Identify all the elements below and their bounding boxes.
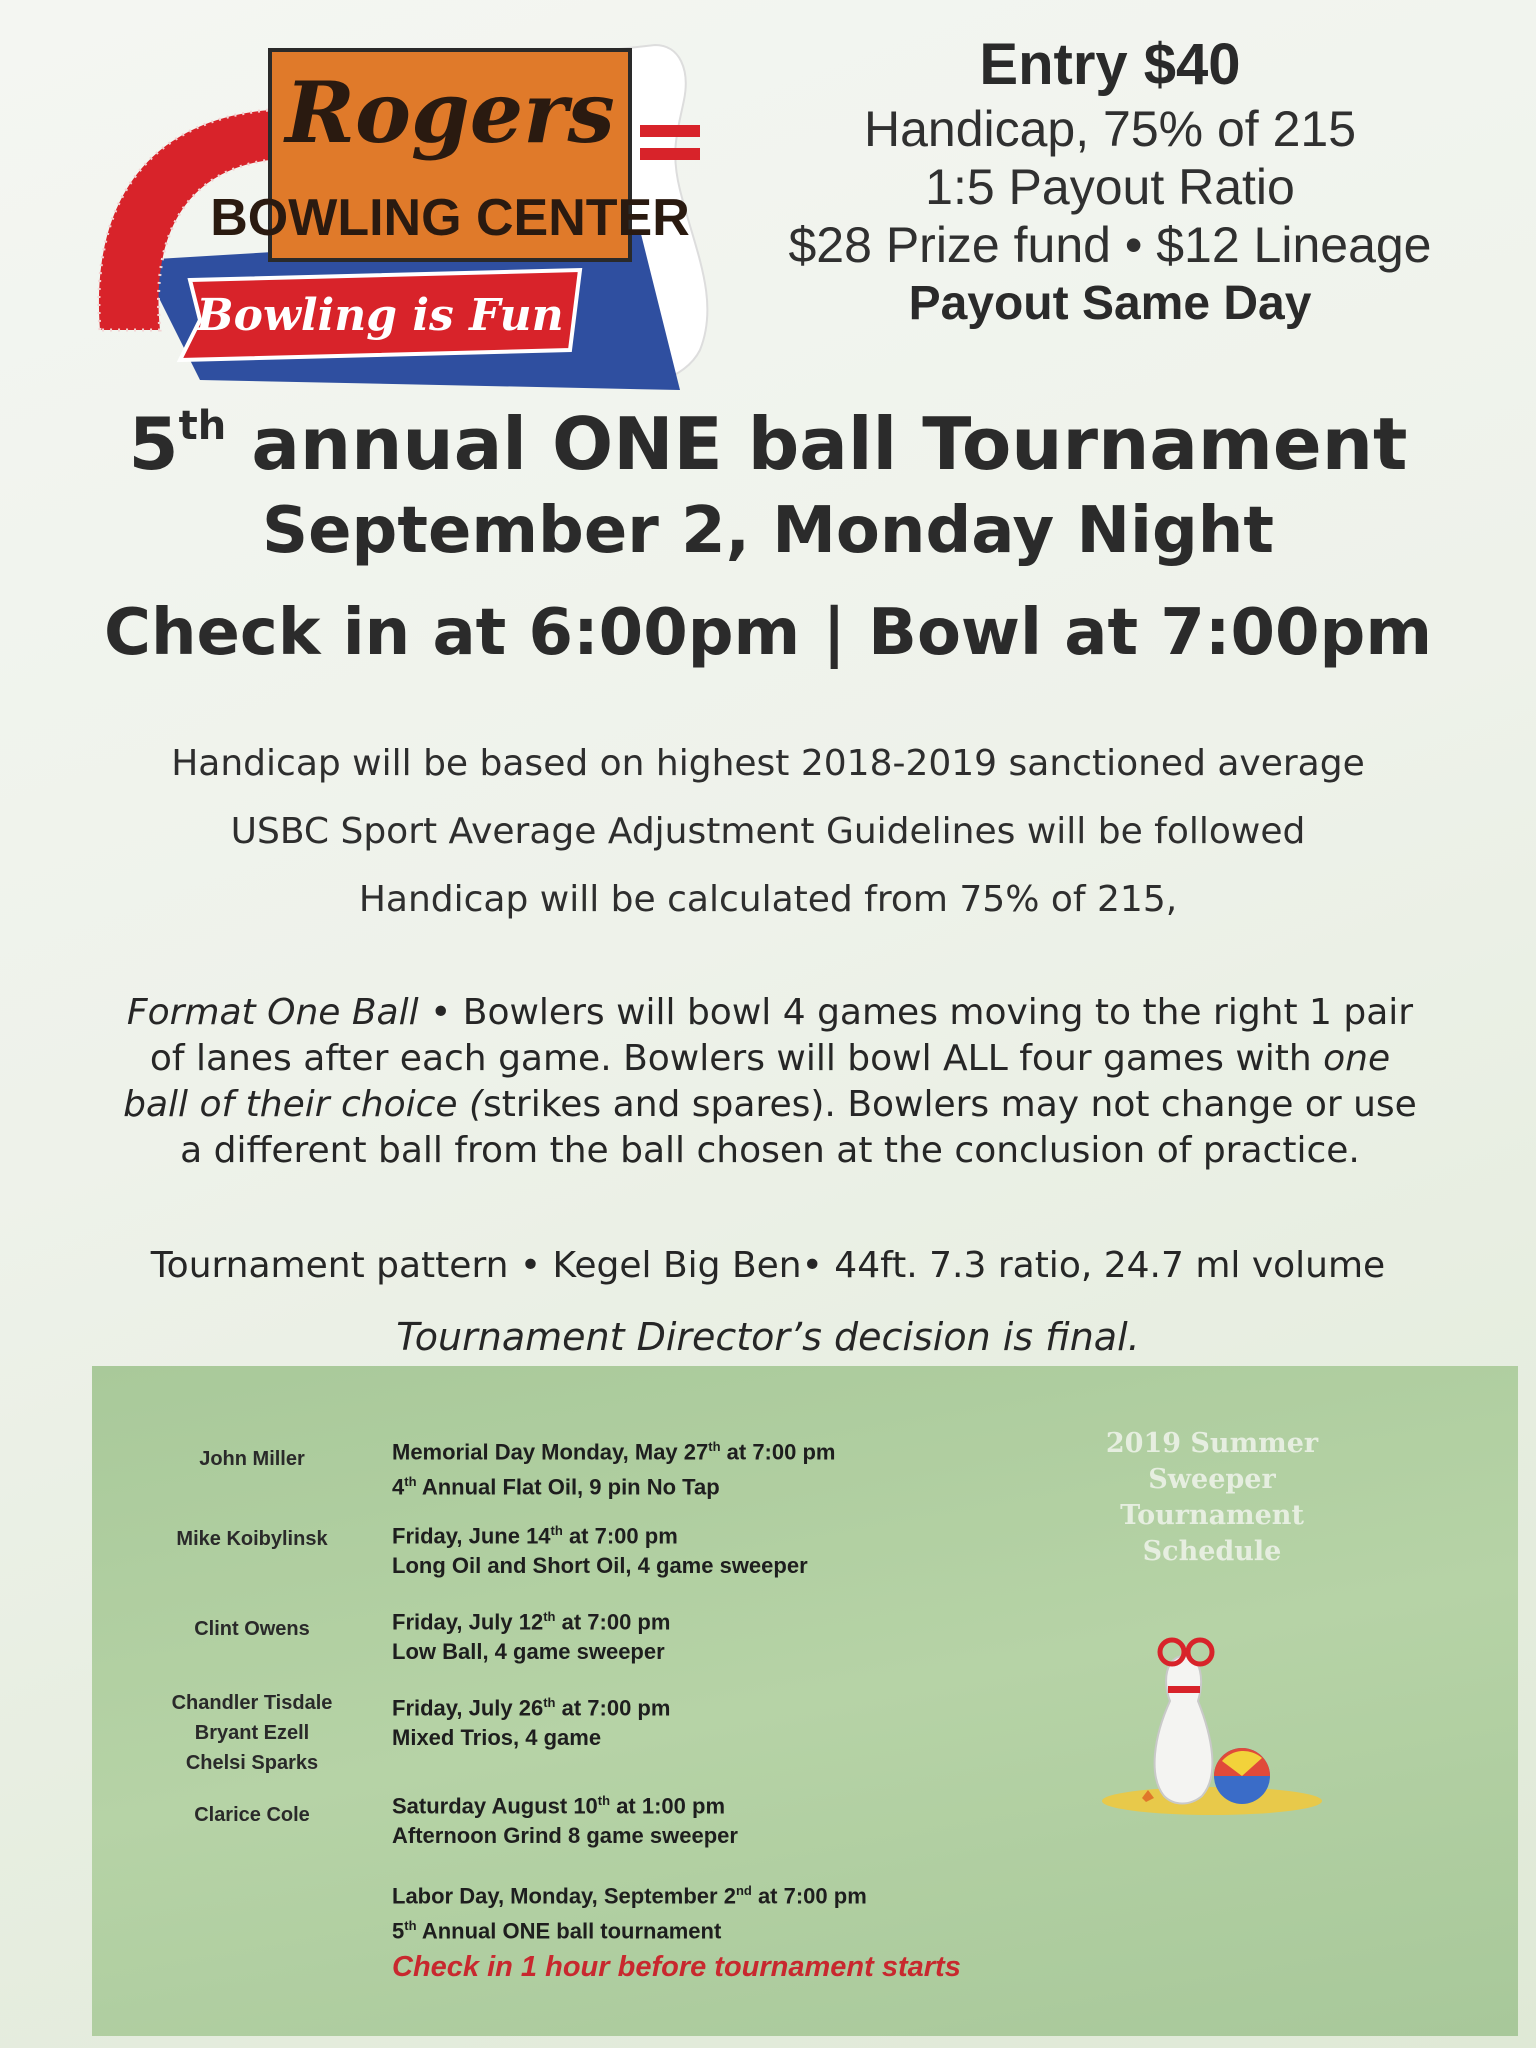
event-name: 4 <box>392 1474 405 1500</box>
event-details: Saturday August 10th at 1:00 pm Afternoon Grind 8 game sweeper <box>392 1793 738 1849</box>
entry-prize-fund: $28 Prize fund • $12 Lineage <box>788 217 1432 273</box>
title-rest: annual ONE ball Tournament <box>251 402 1408 486</box>
event-date: Friday, July 12 <box>392 1609 544 1635</box>
title-ordinal: 5 <box>128 402 179 486</box>
logo-tagline: Bowling is Fun <box>196 290 564 341</box>
event-details: Memorial Day Monday, May 27th at 7:00 pm 4th Annual Flat Oil, 9 pin No Tap <box>392 1439 836 1500</box>
rule-line: USBC Sport Average Adjustment Guidelines will be followed <box>230 811 1306 852</box>
format-part1: • Bowlers will bowl 4 games moving to the right 1 pair of lanes after each game. Bowlers will bowl ALL four games with <box>149 992 1414 1079</box>
logo-name: Rogers <box>285 63 615 162</box>
winner-name: Clarice Cole <box>194 1804 310 1826</box>
event-name: Mixed Trios, 4 game <box>392 1725 602 1751</box>
tournament-date: September 2, Monday Night <box>262 494 1274 568</box>
format-description <box>120 990 1420 1174</box>
rule-line: Handicap will be calculated from 75% of 215, <box>358 879 1178 920</box>
winner-name: Mike Koibylinsk <box>176 1528 328 1550</box>
event-name: Afternoon Grind 8 game sweeper <box>392 1823 738 1849</box>
format-part2: strikes and spares). Bowlers may not change or use a different ball from the ball chosen at the conclusion of practice. <box>180 1084 1417 1171</box>
director-note: Tournament Director’s decision is final. <box>396 1315 1140 1359</box>
event-name: Long Oil and Short Oil, 4 game sweeper <box>392 1553 808 1579</box>
check-in-note: Check in 1 hour before tournament starts <box>392 1950 961 1983</box>
bowling-pin-beach-icon <box>1092 1626 1322 1826</box>
event-date: Labor Day, Monday, September 2 <box>392 1883 736 1909</box>
entry-payout-ratio: 1:5 Payout Ratio <box>925 159 1295 215</box>
event-details: Friday, July 26th at 7:00 pm Mixed Trios, 4 game <box>392 1695 671 1751</box>
schedule-panel <box>92 1366 1518 2036</box>
tournament-pattern: Tournament pattern • Kegel Big Ben• 44ft. 7.3 ratio, 24.7 ml volume <box>150 1245 1386 1286</box>
schedule-title: 2019 Summer Sweeper Tournament Schedule <box>1105 1428 1319 1567</box>
entry-fee: Entry $40 <box>979 32 1241 97</box>
event-name: 5 <box>392 1918 405 1944</box>
tournament-title <box>0 378 1536 492</box>
winner-name: John Miller <box>199 1448 305 1470</box>
event-details: Friday, July 12th at 7:00 pm Low Ball, 4 game sweeper <box>392 1609 671 1665</box>
event-details: Labor Day, Monday, September 2nd at 7:00 pm 5th Annual ONE ball tournament Check in 1 hour before tournament starts <box>392 1876 1092 1987</box>
rogers-bowling-logo <box>80 30 720 390</box>
entry-handicap: Handicap, 75% of 215 <box>863 101 1357 157</box>
entry-payout-day: Payout Same Day <box>908 277 1312 330</box>
event-date: Memorial Day Monday, May 27 <box>392 1439 709 1465</box>
event-date: Friday, July 26 <box>392 1695 544 1721</box>
event-date: Friday, June 14 <box>392 1523 551 1549</box>
winner-names: Chandler Tisdale Bryant Ezell Chelsi Sparks <box>171 1692 333 1774</box>
title-ordinal-suffix: th <box>178 403 227 449</box>
event-details: Friday, June 14th at 7:00 pm Long Oil and Short Oil, 4 game sweeper <box>392 1523 808 1579</box>
entry-info <box>740 30 1480 334</box>
rule-line: Handicap will be based on highest 2018-2019 sanctioned average <box>171 743 1365 784</box>
logo-subtitle: BOWLING CENTER <box>210 189 690 247</box>
rules-list <box>0 730 1536 934</box>
event-date: Saturday August 10 <box>392 1793 598 1819</box>
event-name: Low Ball, 4 game sweeper <box>392 1639 665 1665</box>
format-lead: Format One Ball <box>126 992 419 1033</box>
format-italic: one ball of their choice ( <box>123 1038 1391 1125</box>
tournament-times: Check in at 6:00pm | Bowl at 7:00pm <box>103 596 1433 670</box>
winner-name: Clint Owens <box>194 1618 310 1640</box>
